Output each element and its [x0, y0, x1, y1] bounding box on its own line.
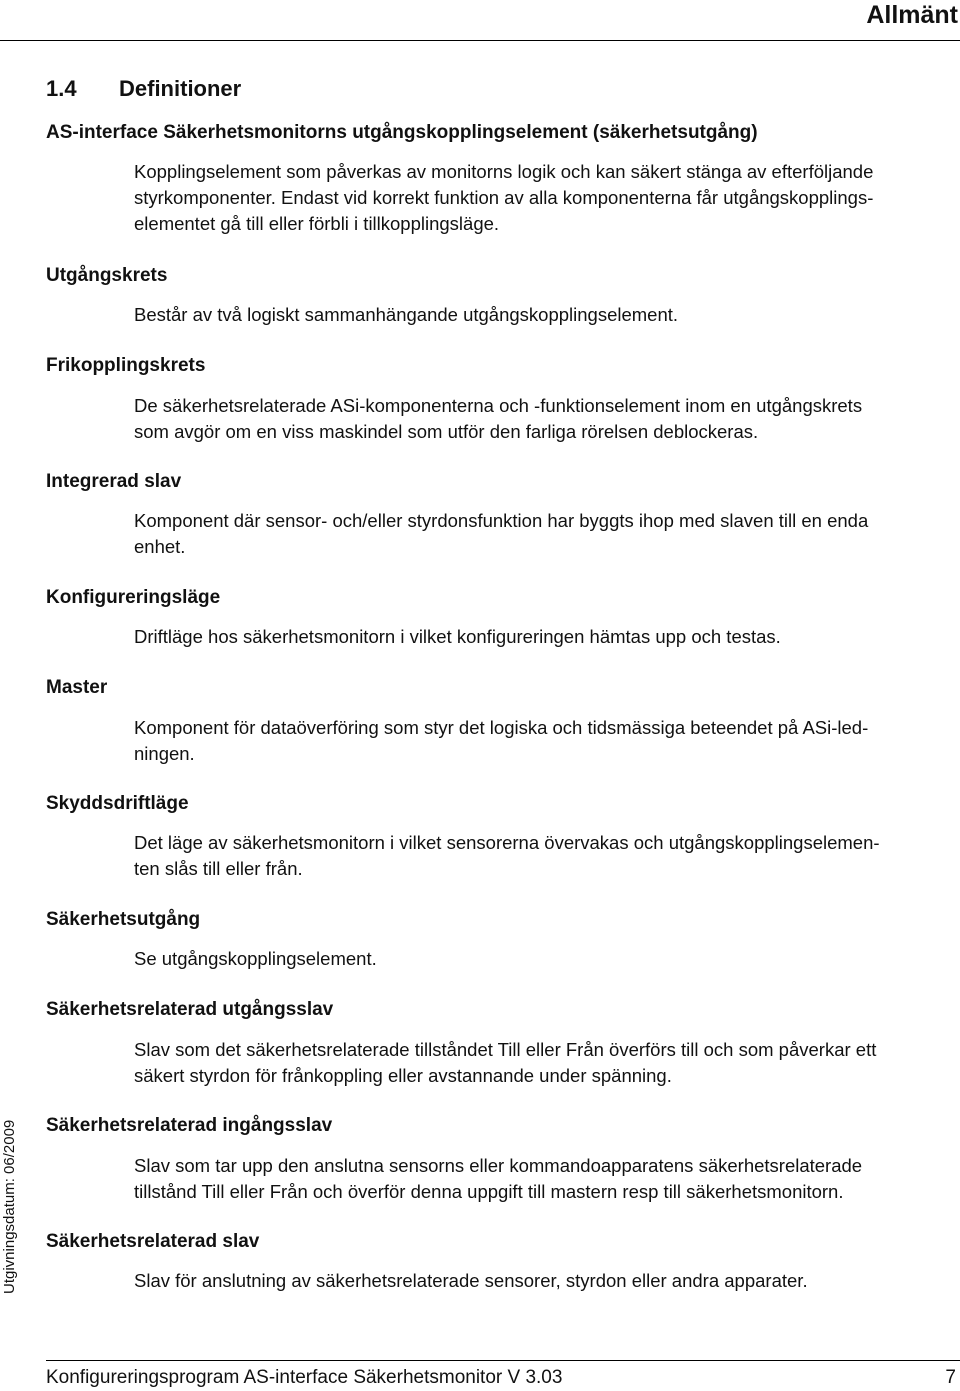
term-definition	[134, 830, 960, 882]
definition-line: styrkomponenter. Endast vid korrekt funktion av alla komponenterna får utgångskopplings-	[134, 187, 874, 208]
term-heading: Skyddsdriftläge	[46, 793, 189, 814]
footer-divider	[46, 1360, 960, 1361]
definition-line: De säkerhetsrelaterade ASi-komponenterna och -funktionselement inom en utgångskrets	[134, 395, 863, 416]
definition-line: enhet.	[134, 536, 186, 557]
term-heading: Säkerhetsrelaterad slav	[46, 1231, 260, 1252]
definition-line: Slav som det säkerhetsrelaterade tillståndet Till eller Från överförs till och som påverkar ett	[134, 1039, 877, 1060]
header-divider	[0, 40, 960, 41]
header-title: Allmänt	[866, 1, 958, 29]
footer-text: Konfigureringsprogram AS-interface Säkerhetsmonitor V 3.03	[46, 1367, 563, 1388]
term-definition	[134, 1268, 960, 1294]
definition-line: Slav för anslutning av säkerhetsrelaterade sensorer, styrdon eller andra apparater.	[134, 1270, 808, 1291]
section-heading	[46, 75, 241, 103]
definition-line: Se utgångskopplingselement.	[134, 948, 377, 969]
term-heading: Integrerad slav	[46, 471, 182, 492]
definition-line: säkert styrdon för frånkoppling eller avstannande under spänning.	[134, 1065, 672, 1086]
page-number: 7	[945, 1367, 956, 1388]
term-definition	[134, 1153, 960, 1205]
definition-line: Det läge av säkerhetsmonitorn i vilket sensorerna övervakas och utgångskopplingselemen-	[134, 832, 880, 853]
term-definition	[134, 1037, 960, 1089]
term-heading: Säkerhetsrelaterad utgångsslav	[46, 999, 334, 1020]
definition-line: Komponent där sensor- och/eller styrdonsfunktion har byggts ihop med slaven till en enda	[134, 510, 869, 531]
definition-line: Kopplingselement som påverkas av monitorns logik och kan säkert stänga av efterföljande	[134, 161, 874, 182]
definition-line: Driftläge hos säkerhetsmonitorn i vilket konfigureringen hämtas upp och testas.	[134, 626, 781, 647]
term-heading: Säkerhetsutgång	[46, 909, 201, 930]
term-heading: Master	[46, 677, 108, 698]
term-heading: Utgångskrets	[46, 265, 168, 286]
term-definition	[134, 946, 960, 972]
term-definition	[134, 159, 960, 237]
term-definition	[134, 715, 960, 767]
definition-line: tillstånd Till eller Från och överför denna uppgift till mastern resp till säkerhetsmonitorn.	[134, 1181, 844, 1202]
term-heading: Säkerhetsrelaterad ingångsslav	[46, 1115, 333, 1136]
term-definition	[134, 393, 960, 445]
section-title: Definitioner	[119, 76, 242, 101]
definition-line: Slav som tar upp den anslutna sensorns eller kommandoapparatens säkerhetsrelaterade	[134, 1155, 863, 1176]
term-heading: AS-interface Säkerhetsmonitorns utgångskopplingselement (säkerhetsutgång)	[46, 122, 758, 143]
definition-line: elementet gå till eller förbli i tillkopplingsläge.	[134, 213, 500, 234]
term-definition	[134, 624, 960, 650]
definition-line: ningen.	[134, 743, 195, 764]
definition-line: som avgör om en viss maskindel som utför den farliga rörelsen deblockeras.	[134, 421, 759, 442]
term-heading: Konfigureringsläge	[46, 587, 221, 608]
term-definition	[134, 302, 960, 328]
term-definition	[134, 508, 960, 560]
definition-line: Komponent för dataöverföring som styr det logiska och tidsmässiga beteendet på ASi-led-	[134, 717, 869, 738]
section-number: 1.4	[46, 76, 77, 101]
definition-line: ten slås till eller från.	[134, 858, 303, 879]
term-heading: Frikopplingskrets	[46, 355, 206, 376]
definition-line: Består av två logiskt sammanhängande utgångskopplingselement.	[134, 304, 679, 325]
